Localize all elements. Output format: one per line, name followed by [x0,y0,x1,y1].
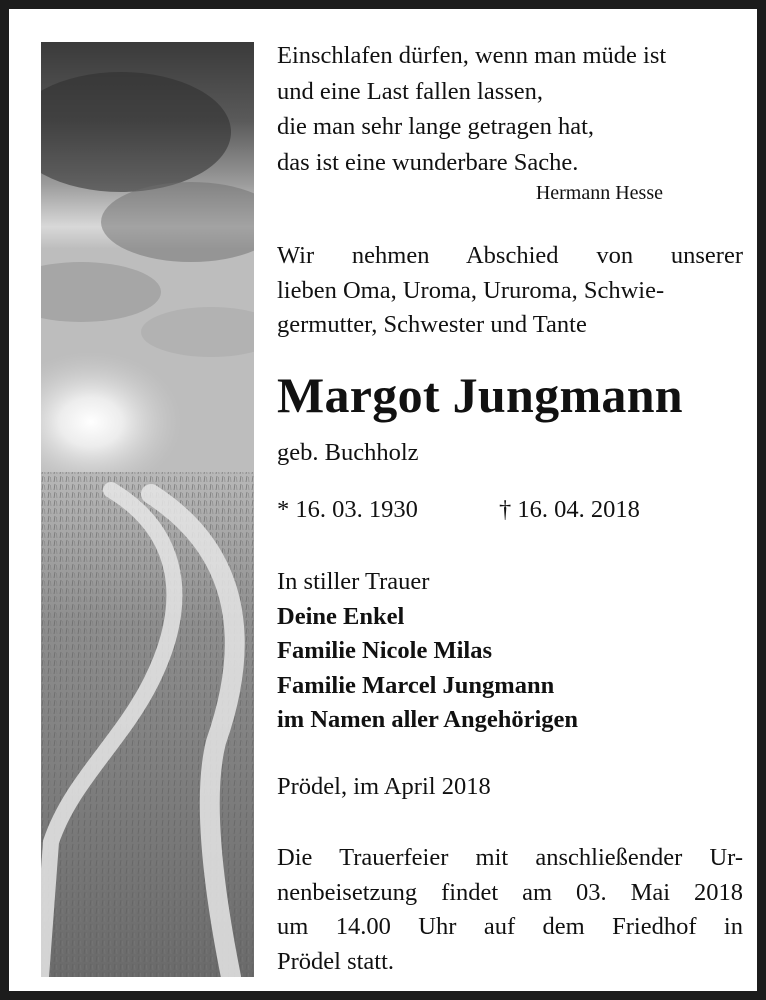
intro-line: lieben Oma, Uroma, Ururoma, Schwie- [277,276,665,304]
funeral-line: nenbeisetzung findet am 03. Mai 2018 [277,878,743,906]
birth-date: * 16. 03. 1930 [277,496,418,523]
poem-line: die man sehr lange getragen hat, [277,113,595,140]
life-dates [277,493,743,527]
intro-line: germutter, Schwester und Tante [277,311,587,338]
landscape-photo [41,42,254,977]
funeral-line: Prödel statt. [277,947,395,975]
mourner-name: Familie Marcel Jungmann [277,671,555,699]
mourner-name: im Namen aller Angehörigen [277,706,579,733]
poem-line: und eine Last fallen lassen, [277,77,544,105]
funeral-line: Die Trauerfeier mit anschließender Ur- [277,844,743,871]
mourner-name: Deine Enkel [277,602,405,630]
path-through-field-image [41,42,254,977]
poem-author: Hermann Hesse [535,182,663,204]
death-date: † 16. 04. 2018 [499,496,640,523]
deceased-name: Margot Jungmann [277,367,683,423]
mourning-intro: In stiller Trauer [277,568,430,595]
mourners [277,565,743,738]
poem [277,38,743,206]
funeral-info [277,841,743,979]
mourner-name: Familie Nicole Milas [277,637,492,664]
farewell-intro [277,239,743,343]
poem-line: das ist eine wunderbare Sache. [277,148,579,176]
poem-line: Einschlafen dürfen, wenn man müde ist [277,42,667,69]
birth-name: geb. Buchholz [277,439,419,466]
place-date: Prödel, im April 2018 [277,773,491,800]
intro-line: Wir nehmen Abschied von unserer [277,242,743,269]
funeral-line: um 14.00 Uhr auf dem Friedhof in [277,913,743,940]
